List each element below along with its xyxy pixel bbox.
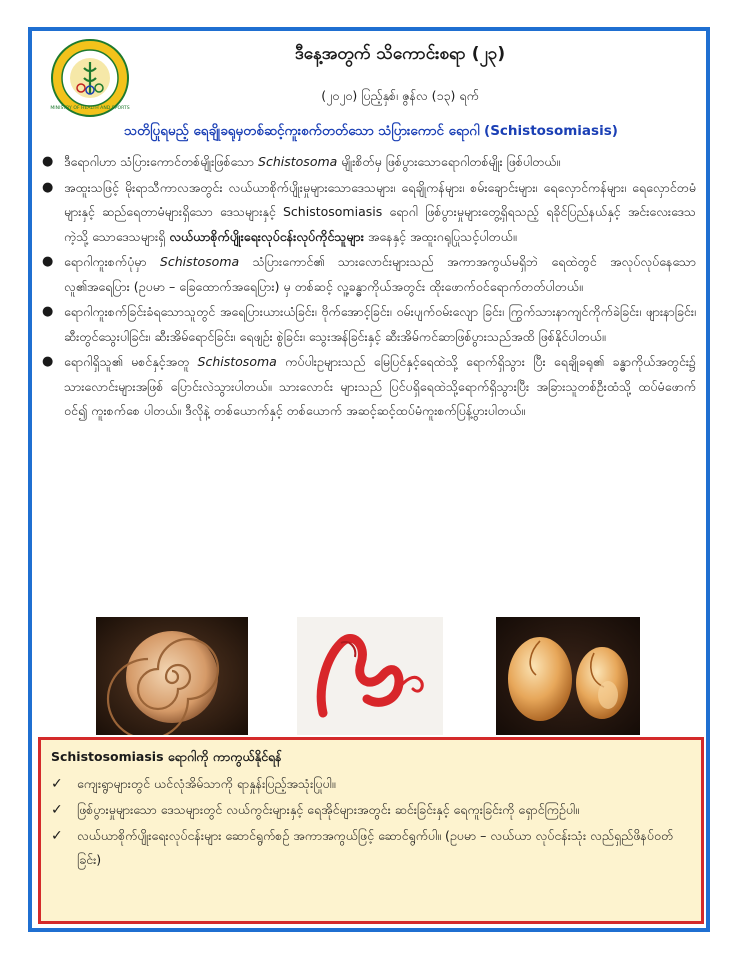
snail-shell-coiled-photo [96, 617, 248, 735]
bullet-emphasis: Schistosoma [258, 154, 338, 169]
check-icon: ✓ [51, 776, 63, 792]
bullet-item [36, 250, 696, 299]
bullet-dot-icon: ● [42, 354, 54, 369]
bullet-dot-icon: ● [42, 254, 54, 269]
bullet-item [36, 150, 696, 175]
check-icon: ✓ [51, 828, 63, 844]
check-icon: ✓ [51, 802, 63, 818]
page-title: ဒီနေ့အတွက် သိကောင်းစရာ (၂၃) [294, 44, 506, 64]
bullet-text: ဒီရောဂါဟာ သံပြားကောင်တစ်မျိုးဖြစ်သော [64, 154, 259, 169]
prevention-list [49, 772, 689, 874]
prevention-item-text: ကျေးရွာများတွင် ယင်လုံအိမ်သာကို ရာနှုန်းပြည့်အသုံးပြုပါ။ [77, 776, 336, 791]
prevention-box [38, 737, 704, 924]
bullet-strong: လယ်ယာစိုက်ပျိုးရေးလုပ်ငန်းလုပ်ကိုင်သူများ [169, 228, 364, 244]
bullet-text: ရောဂါရှိသူ၏ မစင်နှင့်အတူ [64, 354, 198, 369]
freshwater-snails-photo [496, 617, 640, 735]
bullet-text: ရောဂါကူးစက်ခြင်းခံရသောသူတွင် အရေပြားယားယံခြင်း၊ ဗိုက်အောင့်ခြင်း၊ ဝမ်းပျက်ဝမ်းလျော ခြင်း၊ ကြွက်သားနာကျင်ကိုက်ခဲခြင်း၊ ဖျားနာခြင်း၊ ဆီးတွင်သွေးပါခြင်း၊ ဆီးအိမ်ရောင်ခြင်း၊ ရေဖျဉ်း စွဲခြင်း၊ သွေးအန်ခြင်းနှင့် ဆီးအိမ်ကင်ဆာဖြစ်ပွားသည်အထိ ဖြစ်နိုင်ပါတယ်။ [64, 304, 696, 344]
bullet-dot-icon: ● [42, 304, 54, 319]
schistosoma-worm-photo [297, 617, 443, 735]
ministry-logo [50, 38, 130, 118]
date-line: (၂၀၂၀) ပြည့်နှစ်၊ ဇွန်လ (၁၃) ရက် [321, 88, 479, 103]
main-heading: သတိပြုရမည့် ရေချိုခရုမှတစ်ဆင့်ကူးစက်တတ်သော သံပြားကောင် ရောဂါ (Schistosomiasis) [124, 123, 618, 139]
bullet-emphasis: Schistosoma [159, 254, 240, 269]
bullet-text: အနေနှင့် အထူးဂရုပြုသင့်ပါတယ်။ [363, 228, 517, 244]
prevention-item [49, 772, 689, 796]
bullet-text: မျိုးစိတ်မှ ဖြစ်ပွားသောရောဂါတစ်မျိုး ဖြစ်ပါတယ်။ [337, 154, 561, 169]
bullet-text: ကပ်ပါးဥများသည် မြေပြင်နှင့်ရေထဲသို့ ရောက်ရှိသွား ပြီး ရေချိုခရု၏ ခန္ဓာကိုယ်အတွင်း၌ သားလောင်းများအဖြစ် ပြောင်းလဲသွားပါတယ်။ သားလောင်း များသည် ပြင်ပရှိရေထဲသို့ရောက်ရှိသွားပြီး အခြားသူတစ်ဦးထံသို့ ထပ်မံဖောက်ဝင်၍ ကူးစက်စေ ပါတယ်။ ဒီလိုနဲ့ တစ်ယောက်နှင့် တစ်ယောက် အဆင့်ဆင့်ထပ်မံကူးစက်ပြန့်ပွားပါတယ်။ [64, 354, 697, 418]
bullet-emphasis: Schistosoma [197, 354, 277, 369]
bullet-item [36, 176, 696, 250]
bullet-dot-icon: ● [42, 179, 54, 195]
bullet-item [36, 350, 696, 424]
prevention-title: Schistosomiasis ရောဂါကို ကာကွယ်နိုင်ရန် [51, 749, 282, 764]
bullet-text: သံပြားကောင်၏ သားလောင်းများသည် အကာအကွယ်မရှိဘဲ ရေထဲတွင် အလုပ်လုပ်နေသော လူ၏အရေပြား (ဥပမာ – ခြေထောက်အရေပြား) မှ တစ်ဆင့် လူ့ခန္ဓာကိုယ်အတွင်း ထိုးဖောက်ဝင်ရောက်တတ်ပါတယ်။ [64, 254, 696, 294]
prevention-item-text: လယ်ယာစိုက်ပျိုးရေးလုပ်ငန်းများ ဆောင်ရွက်စဉ် အကာအကွယ်ဖြင့် ဆောင်ရွက်ပါ။ (ဥပမာ – လယ်ယာ လုပ်ငန်းသုံး လည်ရှည်ဖိနပ်ဝတ်ခြင်း) [77, 828, 674, 867]
bullet-dot-icon: ● [42, 154, 54, 169]
prevention-item [49, 824, 689, 872]
prevention-item [49, 798, 689, 822]
prevention-item-text: ဖြစ်ပွားမှုများသော ဒေသများတွင် လယ်ကွင်းများနှင့် ရေအိုင်များအတွင်း ဆင်းခြင်းနှင့် ရေကူးခြင်းကို ရှောင်ကြဉ်ပါ။ [77, 802, 579, 817]
bullet-item [36, 300, 696, 349]
logo-text: MINISTRY OF HEALTH AND SPORTS [50, 106, 130, 111]
bullet-list [36, 150, 696, 425]
bullet-text: ရောဂါကူးစက်ပုံမှာ [64, 254, 160, 269]
bullet-text: အထူးသဖြင့် မိုးရာသီကာလအတွင်း လယ်ယာစိုက်ပျိုးမှုများသောဒေသများ၊ ရေချိုကန်များ၊ စမ်းချောင်းများ၊ ရေလှောင်ကန်များ၊ ရေလှောင်တမံများနှင့် ဆည်ရေတာမံများရှိသော ဒေသများနှင့် Schistosomiasis ရောဂါ ဖြစ်ပွားမှုများတွေ့ရှိရသည့် ရခိုင်ပြည်နယ်နှင့် အင်းလေးဒေသကဲ့သို့ သောဒေသများရှိ [64, 179, 696, 244]
